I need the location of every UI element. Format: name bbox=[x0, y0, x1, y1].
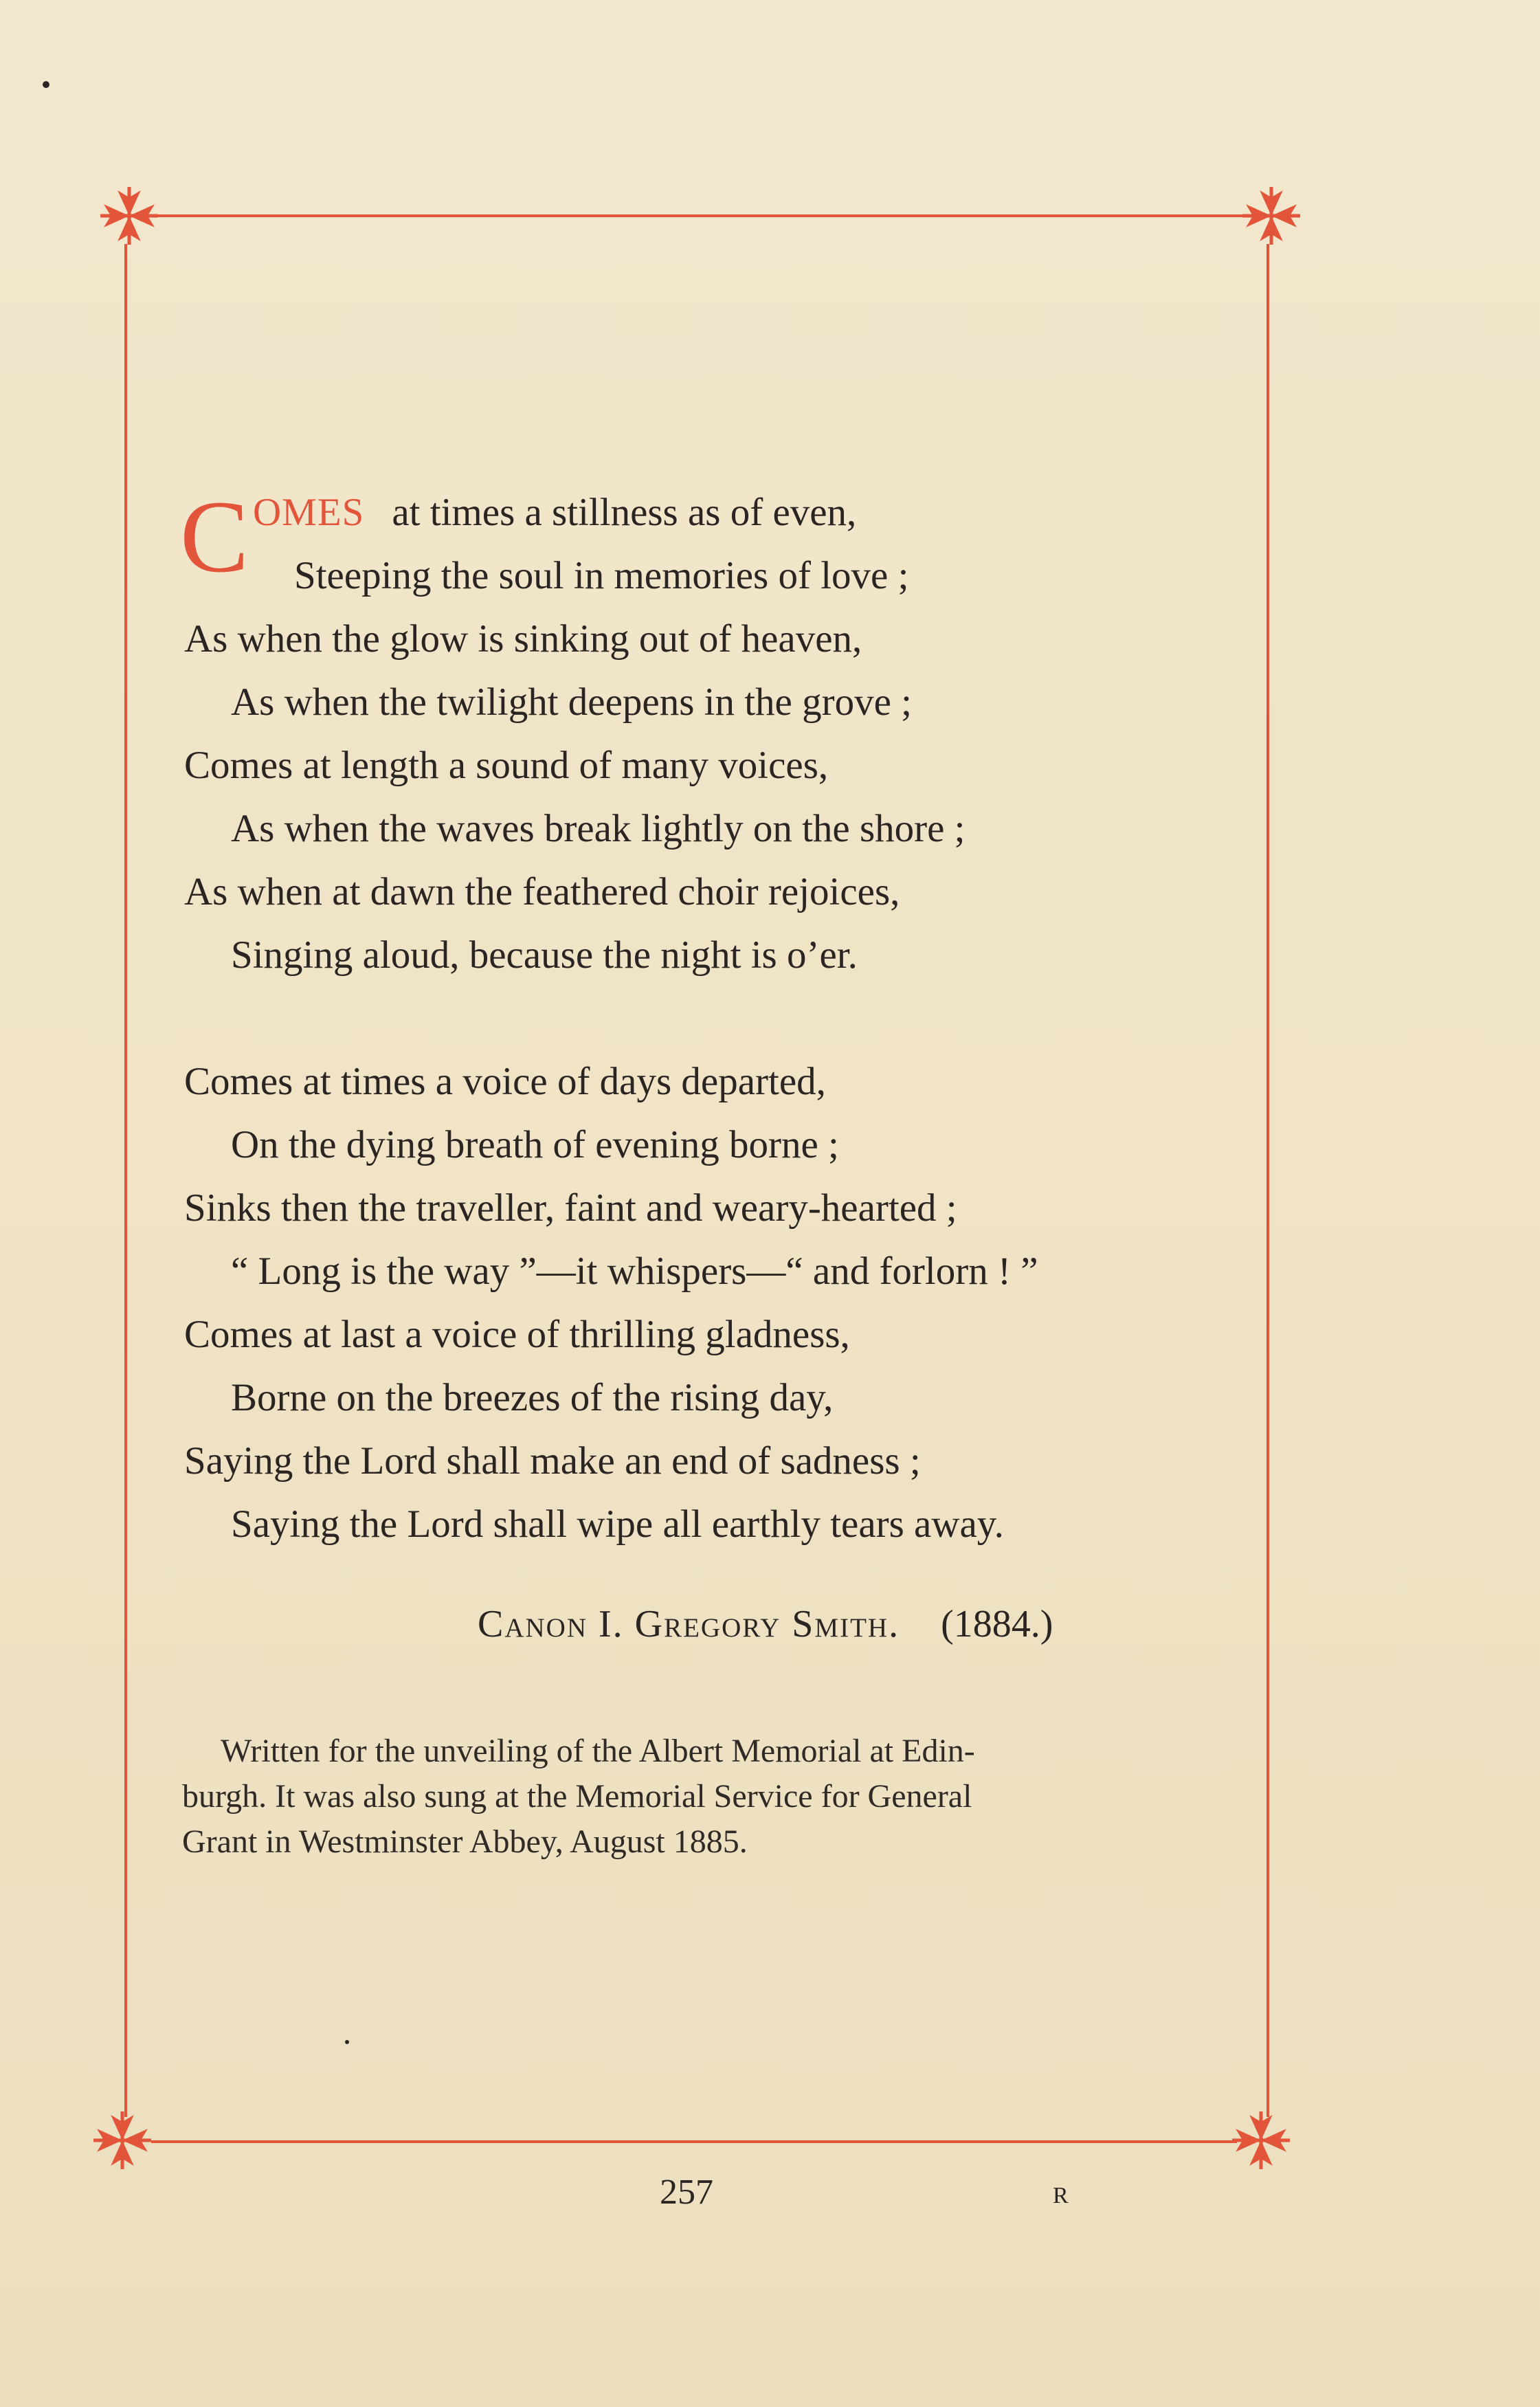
maltese-cross-icon bbox=[93, 2111, 151, 2169]
poem-line: As when at dawn the feathered choir rejoices, bbox=[184, 870, 900, 913]
signature-mark: R bbox=[1053, 2183, 1070, 2208]
author-name: Canon I. Gregory Smith. bbox=[478, 1603, 900, 1645]
ink-speck bbox=[345, 2040, 349, 2044]
border-rule-right bbox=[1266, 244, 1269, 2117]
poem-line: Comes at length a sound of many voices, bbox=[184, 744, 829, 787]
footnote-line: Grant in Westminster Abbey, August 1885. bbox=[182, 1823, 748, 1860]
poem-line: Steeping the soul in memories of love ; bbox=[294, 554, 909, 597]
poem-line: “ Long is the way ”—it whispers—“ and forlorn ! ” bbox=[231, 1250, 1038, 1293]
poem-line: Saying the Lord shall make an end of sadness ; bbox=[184, 1439, 921, 1483]
poem-line: As when the glow is sinking out of heaven, bbox=[184, 617, 862, 661]
footnote-line: Written for the unveiling of the Albert Memorial at Edin- bbox=[221, 1733, 975, 1769]
maltese-cross-icon bbox=[1242, 187, 1300, 245]
border-rule-top bbox=[158, 214, 1244, 217]
border-rule-bottom bbox=[151, 2140, 1237, 2143]
footnote bbox=[182, 1729, 1227, 1865]
footnote-line: burgh. It was also sung at the Memorial Service for General bbox=[182, 1778, 972, 1815]
poem-line-text: at times a stillness as of even, bbox=[392, 491, 857, 534]
poem-line: Singing aloud, because the night is o’er. bbox=[231, 933, 858, 977]
poem-line: Borne on the breezes of the rising day, bbox=[231, 1376, 834, 1419]
poem-line: As when the twilight deepens in the grove ; bbox=[231, 680, 912, 724]
border-rule-left bbox=[124, 244, 127, 2117]
poem-line: On the dying breath of evening borne ; bbox=[231, 1123, 839, 1166]
poem-line: Sinks then the traveller, faint and weary-hearted ; bbox=[184, 1186, 957, 1230]
poem-line: Saying the Lord shall wipe all earthly tears away. bbox=[231, 1502, 1004, 1546]
publication-year: (1884.) bbox=[941, 1603, 1053, 1645]
stanza-break bbox=[184, 987, 1256, 1050]
page-number: 257 bbox=[660, 2173, 713, 2212]
ink-speck bbox=[43, 81, 49, 88]
maltese-cross-icon bbox=[1232, 2111, 1290, 2169]
opening-capitals: OMES bbox=[253, 491, 365, 534]
attribution bbox=[478, 1593, 1053, 1655]
poem bbox=[180, 480, 1256, 1556]
maltese-cross-icon bbox=[100, 187, 158, 245]
poem-line: Comes at last a voice of thrilling gladness, bbox=[184, 1313, 850, 1356]
poem-line: As when the waves break lightly on the shore ; bbox=[231, 807, 966, 850]
drop-cap: C bbox=[180, 480, 249, 594]
poem-line: Comes at times a voice of days departed, bbox=[184, 1060, 826, 1103]
